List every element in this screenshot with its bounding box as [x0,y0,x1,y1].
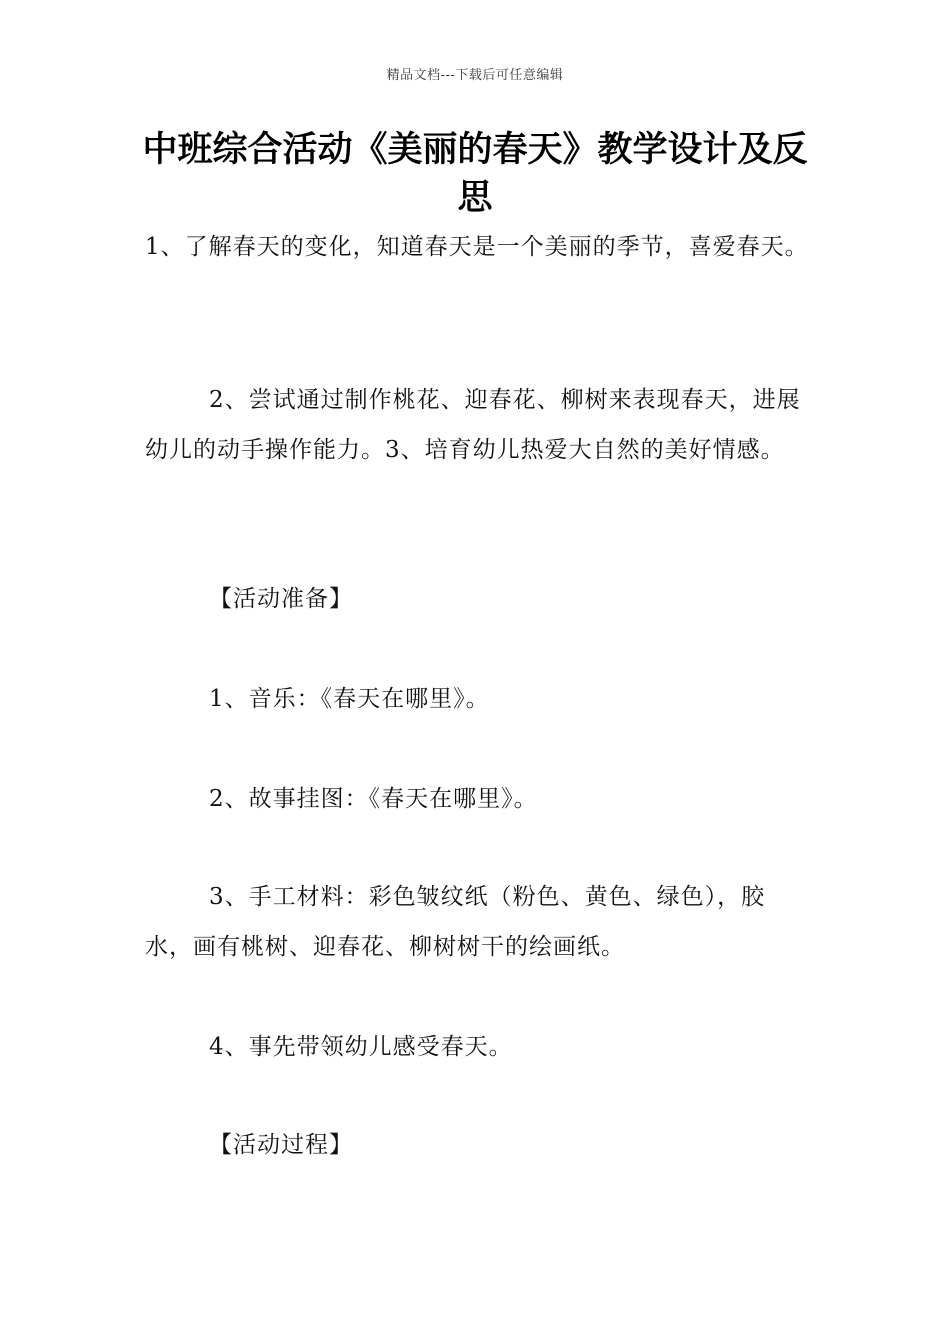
paragraph-objective-2-3: 2、尝试通过制作桃花、迎春花、柳树来表现春天，进展幼儿的动手操作能力。3、培育幼儿热爱大自然的美好情感。 [145,387,801,463]
preparation-item-experience: 4、事先带领幼儿感受春天。 [209,1034,513,1060]
document-title: 中班综合活动《美丽的春天》教学设计及反思 [142,130,808,218]
paragraph-objective-1: 1、了解春天的变化，知道春天是一个美丽的季节，喜爱春天。 [145,234,809,260]
preparation-item-story-chart: 2、故事挂图：《春天在哪里》。 [209,786,538,812]
page-header: 精品文档---下载后可任意编辑 [386,68,564,83]
section-heading-process: 【活动过程】 [209,1132,353,1158]
preparation-item-craft-materials: 3、手工材料：彩色皱纹纸（粉色、黄色、绿色），胶水，画有桃树、迎春花、柳树树干的绘画纸。 [145,884,766,960]
preparation-item-music: 1、音乐：《春天在哪里》。 [209,686,490,712]
section-heading-preparation: 【活动准备】 [209,586,353,612]
